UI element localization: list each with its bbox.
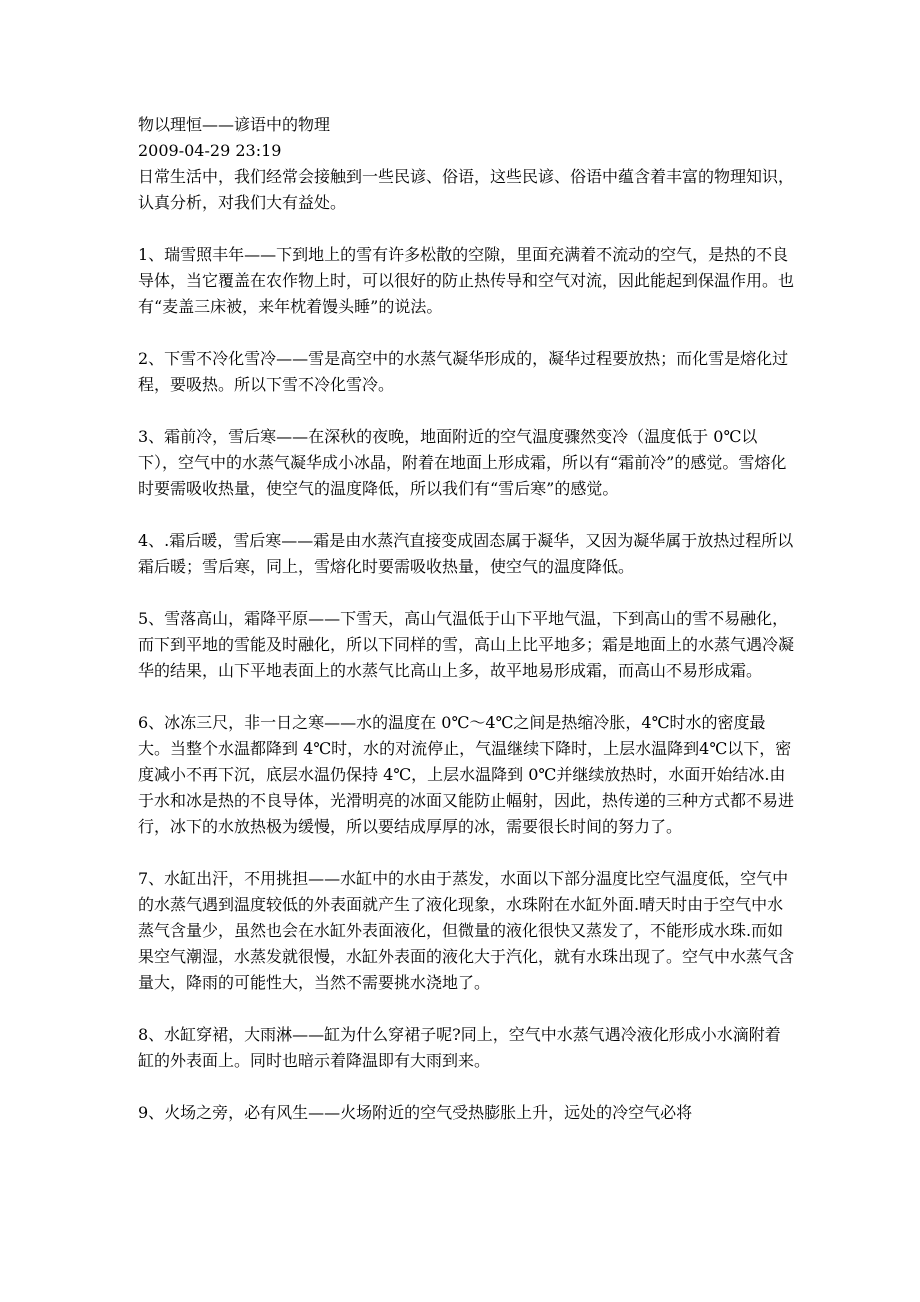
paragraph-8: 8、水缸穿裙，大雨淋——缸为什么穿裙子呢?同上，空气中水蒸气遇冷液化形成小水滴附着缸的外表面上。同时也暗示着降温即有大雨到来。: [138, 1025, 781, 1070]
paragraph-2: 2、下雪不冷化雪冷——雪是高空中的水蒸气凝华形成的，凝华过程要放热；而化雪是熔化过程，要吸热。所以下雪不冷化雪冷。: [138, 349, 789, 394]
document-date: 2009-04-29 23:19: [138, 141, 282, 160]
paragraph-9: 9、火场之旁，必有风生——火场附近的空气受热膨胀上升，远处的冷空气必将: [138, 1103, 693, 1122]
document-title: 物以理恒——谚语中的物理: [138, 115, 331, 134]
paragraph-3: 3、霜前冷，雪后寒——在深秋的夜晚，地面附近的空气温度骤然变冷（温度低于 0℃以下），空气中的水蒸气凝华成小冰晶，附着在地面上形成霜，所以有“霜前冷”的感觉。雪熔化时要需吸收热量，使空气的温度降低，所以我们有“雪后寒”的感觉。: [138, 427, 787, 498]
paragraph-6: 6、冰冻三尺，非一日之寒——水的温度在 0℃～4℃之间是热缩冷胀，4℃时水的密度最大。当整个水温都降到 4℃时，水的对流停止，气温继续下降时，上层水温降到4℃以下，密度减小不再下沉，底层水温仍保持 4℃，上层水温降到 0℃并继续放热时，水面开始结冰.由于水和冰是热的不良导体，光滑明亮的冰面又能防止幅射，因此，热传递的三种方式都不易进行，冰下的水放热极为缓慢，所以要结成厚厚的冰，需要很长时间的努力了。: [138, 713, 795, 836]
paragraph-4: 4、.霜后暖，雪后寒——霜是由水蒸汽直接变成固态属于凝华，又因为凝华属于放热过程所以霜后暖；雪后寒，同上，雪熔化时要需吸收热量，使空气的温度降低。: [138, 531, 794, 576]
document-intro: 日常生活中，我们经常会接触到一些民谚、俗语，这些民谚、俗语中蕴含着丰富的物理知识，认真分析，对我们大有益处。: [138, 167, 795, 212]
document-page: [138, 112, 794, 1126]
paragraph-7: 7、水缸出汗，不用挑担——水缸中的水由于蒸发，水面以下部分温度比空气温度低，空气中的水蒸气遇到温度较低的外表面就产生了液化现象，水珠附在水缸外面.晴天时由于空气中水蒸气含量少，虽然也会在水缸外表面液化，但微量的液化很快又蒸发了，不能形成水珠.而如果空气潮湿，水蒸发就很慢，水缸外表面的液化大于汽化，就有水珠出现了。空气中水蒸气含量大，降雨的可能性大，当然不需要挑水浇地了。: [138, 869, 795, 992]
paragraph-1: 1、瑞雪照丰年——下到地上的雪有许多松散的空隙，里面充满着不流动的空气，是热的不良导体，当它覆盖在农作物上时，可以很好的防止热传导和空气对流，因此能起到保温作用。也有“麦盖三床被，来年枕着馒头睡”的说法。: [138, 245, 795, 316]
paragraph-5: 5、雪落高山，霜降平原——下雪天，高山气温低于山下平地气温，下到高山的雪不易融化，而下到平地的雪能及时融化，所以下同样的雪，高山上比平地多；霜是地面上的水蒸气遇冷凝华的结果，山下平地表面上的水蒸气比高山上多，故平地易形成霜，而高山不易形成霜。: [138, 609, 795, 680]
